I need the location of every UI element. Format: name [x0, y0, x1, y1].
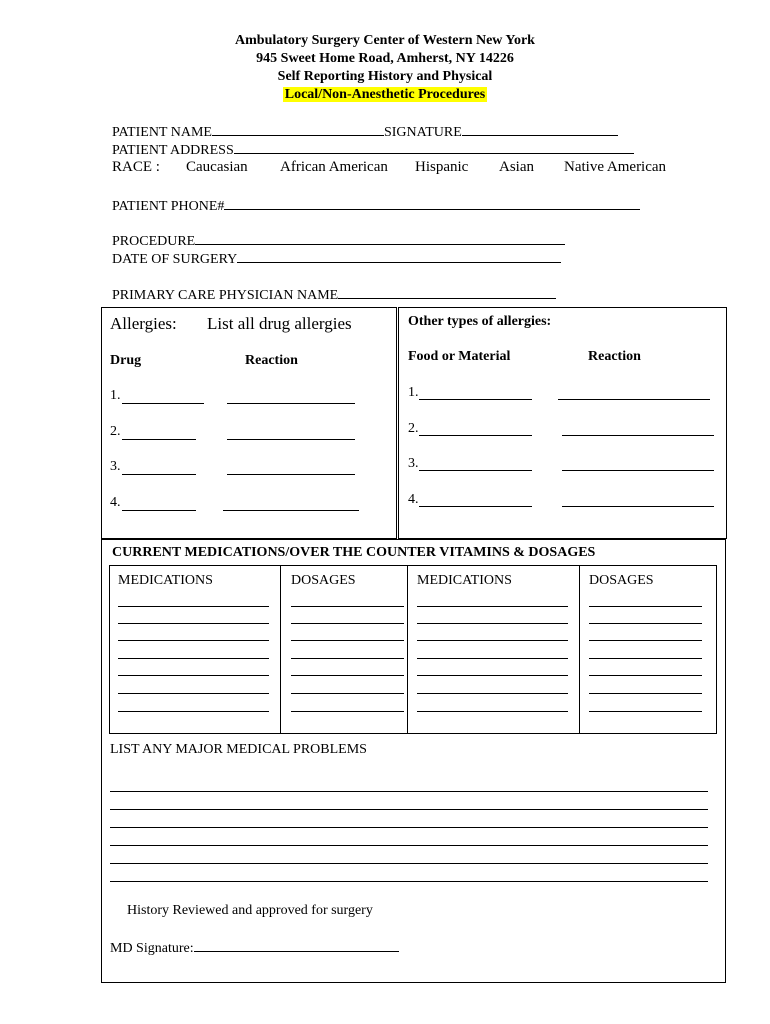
drug-row-2-field[interactable] [122, 439, 196, 440]
medications-column-header-2: MEDICATIONS [417, 573, 512, 588]
signature-field[interactable] [462, 122, 618, 136]
dose-line-2[interactable] [291, 623, 404, 624]
drug-row-4-field[interactable] [122, 510, 196, 511]
food-row-3-field[interactable] [419, 470, 532, 471]
dose-line-5[interactable] [291, 675, 404, 676]
dose2-line-4[interactable] [589, 658, 702, 659]
med2-line-5[interactable] [417, 675, 568, 676]
pcp-row [112, 285, 556, 304]
allergies-subtitle: List all drug allergies [207, 314, 352, 333]
food-row-4-label: 4. [408, 492, 419, 507]
drug-reaction-row-3-field[interactable] [227, 474, 355, 475]
med2-line-2[interactable] [417, 623, 568, 624]
dose2-line-5[interactable] [589, 675, 702, 676]
medications-column-header-1: MEDICATIONS [118, 573, 213, 588]
race-option-caucasian[interactable]: Caucasian [186, 159, 248, 175]
food-row-1-field[interactable] [419, 399, 532, 400]
form-subtitle-text: Local/Non-Anesthetic Procedures [284, 87, 486, 102]
procedure-field[interactable] [195, 231, 565, 245]
dosages-column-header-2: DOSAGES [589, 573, 654, 588]
signature-label: SIGNATURE [383, 125, 462, 140]
drug-reaction-row-2-field[interactable] [227, 439, 355, 440]
medical-problems-line-4[interactable] [110, 845, 708, 846]
md-signature-row [110, 938, 399, 957]
patient-phone-label: PATIENT PHONE# [112, 199, 225, 214]
dose2-line-1[interactable] [589, 606, 702, 607]
dose-line-3[interactable] [291, 640, 404, 641]
clinic-address: 945 Sweet Home Road, Amherst, NY 14226 [256, 51, 514, 66]
race-option-african-american[interactable]: African American [280, 159, 388, 175]
reaction-column-header: Reaction [245, 353, 298, 368]
procedure-row [112, 231, 565, 250]
drug-reaction-row-1-field[interactable] [227, 403, 355, 404]
food-material-column-header: Food or Material [408, 349, 511, 364]
med-line-5[interactable] [118, 675, 269, 676]
md-signature-field[interactable] [194, 938, 399, 952]
med2-line-4[interactable] [417, 658, 568, 659]
form-title: Self Reporting History and Physical [277, 69, 493, 84]
race-label: RACE : [112, 159, 160, 175]
race-option-asian[interactable]: Asian [499, 159, 534, 175]
food-row-1-label: 1. [408, 385, 419, 400]
other-allergies-box [398, 307, 727, 539]
patient-address-label: PATIENT ADDRESS [112, 143, 234, 158]
med-line-2[interactable] [118, 623, 269, 624]
patient-address-field[interactable] [234, 140, 634, 154]
med-line-7[interactable] [118, 711, 269, 712]
dose2-line-3[interactable] [589, 640, 702, 641]
other-reaction-column-header: Reaction [588, 349, 641, 364]
dose-line-7[interactable] [291, 711, 404, 712]
drug-row-3-field[interactable] [122, 474, 196, 475]
med-line-4[interactable] [118, 658, 269, 659]
medical-problems-line-5[interactable] [110, 863, 708, 864]
form-subtitle [0, 86, 770, 104]
med2-line-7[interactable] [417, 711, 568, 712]
pcp-label: PRIMARY CARE PHYSICIAN NAME [112, 288, 339, 303]
allergies-title: Allergies: [110, 314, 177, 333]
medications-column-divider-1 [280, 565, 281, 734]
food-row-2-label: 2. [408, 421, 419, 436]
date-of-surgery-label: DATE OF SURGERY [112, 252, 238, 267]
history-reviewed-label: History Reviewed and approved for surgery [127, 903, 373, 918]
drug-row-1-label: 1. [110, 388, 121, 403]
medical-problems-line-2[interactable] [110, 809, 708, 810]
food-reaction-row-3-field[interactable] [562, 470, 714, 471]
other-allergies-title: Other types of allergies: [408, 314, 552, 329]
drug-row-3-label: 3. [110, 459, 121, 474]
patient-phone-field[interactable] [224, 196, 640, 210]
food-reaction-row-2-field[interactable] [562, 435, 714, 436]
pcp-field[interactable] [338, 285, 556, 299]
patient-name-field[interactable] [212, 122, 384, 136]
drug-allergies-box [101, 307, 397, 539]
drug-row-4-label: 4. [110, 495, 121, 510]
dosages-column-header-1: DOSAGES [291, 573, 356, 588]
md-signature-label: MD Signature: [110, 941, 194, 956]
patient-name-label: PATIENT NAME [112, 125, 212, 140]
medical-problems-line-1[interactable] [110, 791, 708, 792]
medical-problems-line-3[interactable] [110, 827, 708, 828]
clinic-name: Ambulatory Surgery Center of Western New York [235, 33, 535, 48]
food-reaction-row-4-field[interactable] [562, 506, 714, 507]
race-option-hispanic[interactable]: Hispanic [415, 159, 469, 175]
medications-column-divider-2 [407, 565, 408, 734]
dose-line-1[interactable] [291, 606, 404, 607]
medications-column-divider-3 [579, 565, 580, 734]
med-line-3[interactable] [118, 640, 269, 641]
food-reaction-row-1-field[interactable] [558, 399, 710, 400]
med2-line-1[interactable] [417, 606, 568, 607]
dose-line-6[interactable] [291, 693, 404, 694]
medications-table [109, 565, 717, 734]
medical-problems-label: LIST ANY MAJOR MEDICAL PROBLEMS [110, 742, 367, 757]
dose2-line-6[interactable] [589, 693, 702, 694]
med2-line-6[interactable] [417, 693, 568, 694]
food-row-2-field[interactable] [419, 435, 532, 436]
patient-phone-row [112, 196, 640, 215]
dose-line-4[interactable] [291, 658, 404, 659]
patient-address-row [112, 140, 634, 159]
date-of-surgery-field[interactable] [237, 249, 561, 263]
race-option-native-american[interactable]: Native American [564, 159, 667, 175]
med-line-1[interactable] [118, 606, 269, 607]
dose2-line-7[interactable] [589, 711, 702, 712]
drug-reaction-row-4-field[interactable] [223, 510, 359, 511]
patient-name-row [112, 122, 618, 141]
date-of-surgery-row [112, 249, 561, 268]
dose2-line-2[interactable] [589, 623, 702, 624]
med-line-6[interactable] [118, 693, 269, 694]
medications-title: CURRENT MEDICATIONS/OVER THE COUNTER VITAMINS & DOSAGES [112, 545, 596, 560]
procedure-label: PROCEDURE [112, 234, 196, 249]
drug-row-1-field[interactable] [122, 403, 204, 404]
drug-column-header: Drug [110, 353, 142, 368]
food-row-4-field[interactable] [419, 506, 532, 507]
medical-problems-line-6[interactable] [110, 881, 708, 882]
drug-row-2-label: 2. [110, 424, 121, 439]
food-row-3-label: 3. [408, 456, 419, 471]
med2-line-3[interactable] [417, 640, 568, 641]
